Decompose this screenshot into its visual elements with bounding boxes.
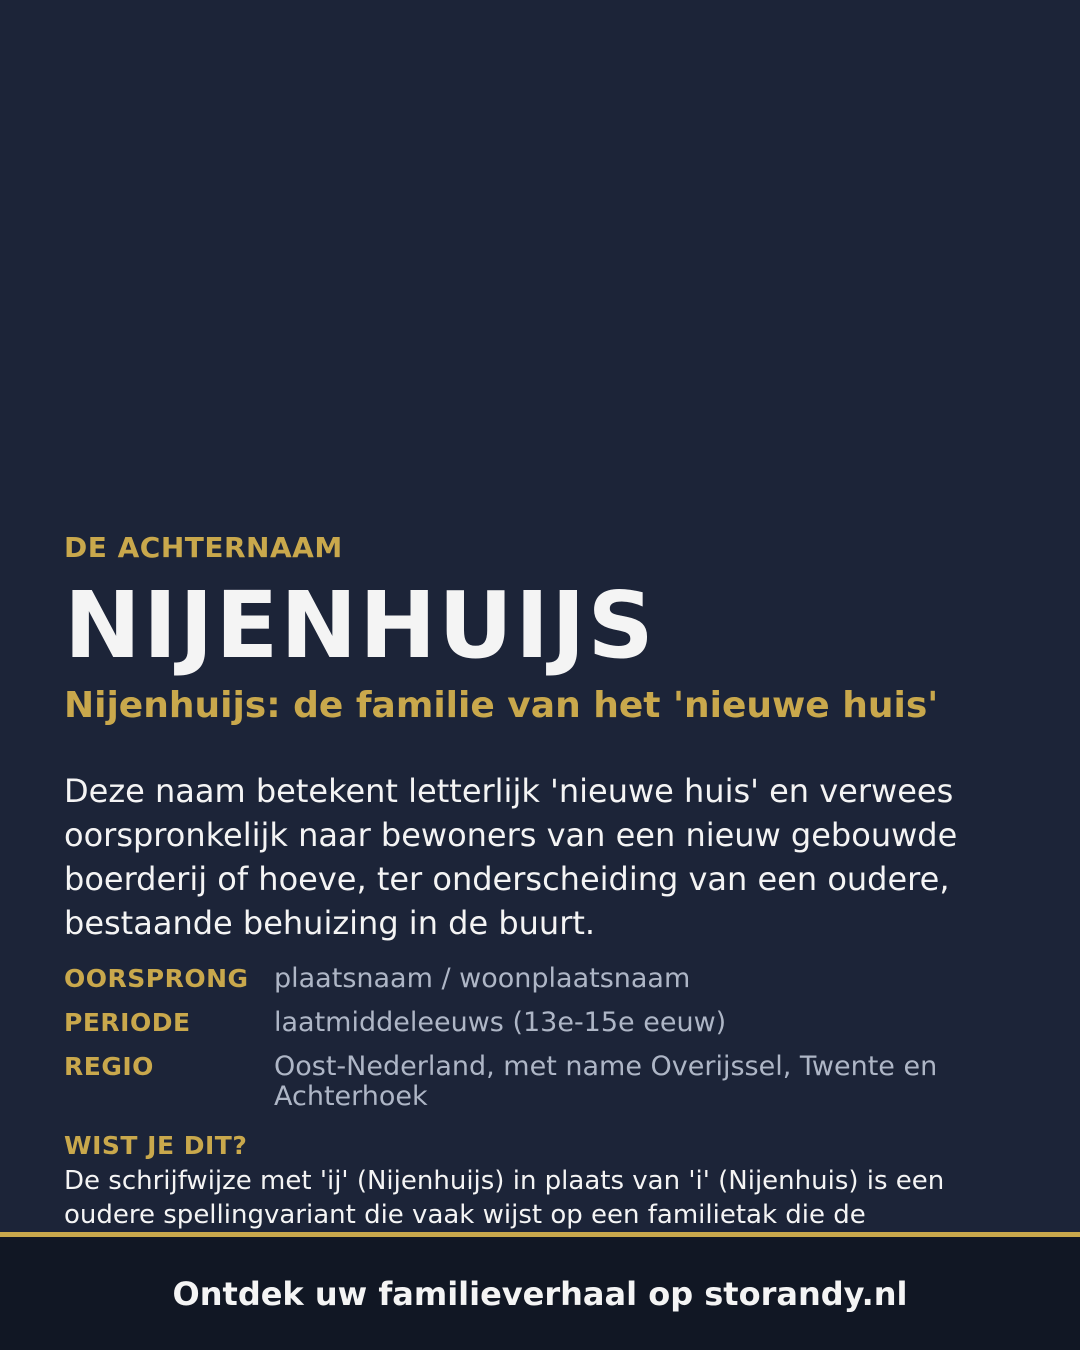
surname-title: NIJENHUIJS [64, 572, 656, 679]
surname-description: Deze naam betekent letterlijk 'nieuwe huis' en verwees oorspronkelijk naar bewoners van een nieuw gebouwde boerderij of hoeve, ter onderscheiding van een oudere, bestaande behuizing in de buurt. [64, 772, 958, 942]
fact-row-origin [64, 964, 1024, 994]
facts-list [64, 964, 1024, 1126]
card-content [64, 530, 1024, 1233]
did-you-know-title: WIST JE DIT? [64, 1131, 248, 1160]
fact-label: PERIODE [64, 1008, 191, 1037]
fact-row-period [64, 1008, 1024, 1038]
fact-row-region [64, 1052, 1024, 1112]
fact-label: REGIO [64, 1052, 154, 1081]
footer-bar [0, 1232, 1080, 1350]
fact-value: Oost-Nederland, met name Overijssel, Twente en Achterhoek [274, 1051, 938, 1112]
did-you-know-body: De schrijfwijze met 'ij' (Nijenhuijs) in plaats van 'i' (Nijenhuis) is een oudere spellingvariant die vaak wijst op een familietak die de [64, 1166, 945, 1230]
surname-tagline: Nijenhuijs: de familie van het 'nieuwe huis' [64, 685, 939, 726]
footer-cta-text: Ontdek uw familieverhaal op storandy.nl [172, 1274, 908, 1313]
eyebrow-label: DE ACHTERNAAM [64, 531, 343, 564]
fact-value: plaatsnaam / woonplaatsnaam [274, 963, 691, 994]
fact-value: laatmiddeleeuws (13e-15e eeuw) [274, 1007, 727, 1038]
fact-label: OORSPRONG [64, 964, 249, 993]
